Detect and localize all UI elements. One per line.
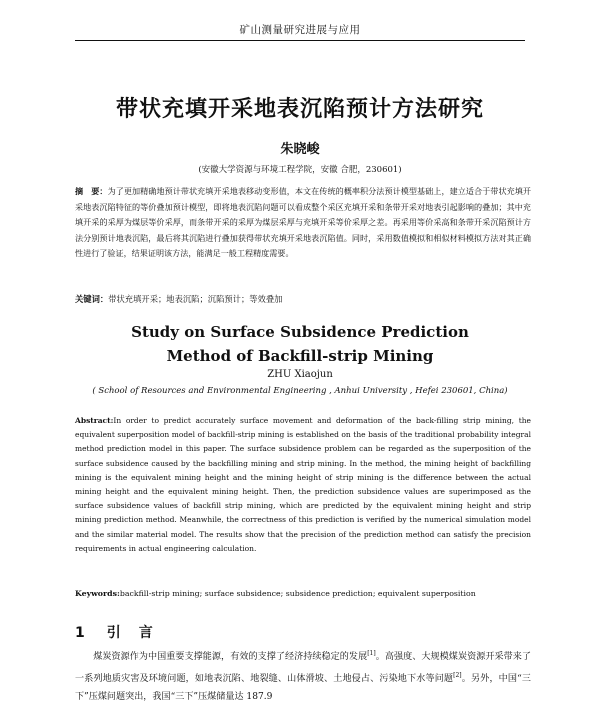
intro-text-2: 。高强度、大规模煤炭资源开采带来了一系列地质灾害及环境问题，如地表沉陷、地裂缝、山体滑坡、土地侵占、污染地下水等问题 bbox=[75, 652, 531, 684]
section-heading bbox=[75, 622, 171, 642]
intro-text-3: 。另外，中国“三下”压煤问题突出，我国“三下”压煤储量达 187.9 bbox=[75, 673, 531, 703]
chinese-title: 带状充填开采地表沉陷预计方法研究 bbox=[115, 96, 484, 122]
english-author: ZHU Xiaojun bbox=[267, 369, 333, 380]
intro-text-1: 煤炭资源作为中国重要支撑能源，有效的支撑了经济持续稳定的发展 bbox=[93, 652, 368, 663]
citation-ref-2: [2] bbox=[453, 671, 462, 679]
english-keywords-label: Keywords: bbox=[75, 589, 120, 598]
header-rule bbox=[75, 40, 525, 41]
chinese-abstract bbox=[75, 184, 531, 262]
chinese-abstract-text: 为了更加精确地预计带状充填开采地表移动变形值，本文在传统的概率积分法预计模型基础上，建立适合于带状充填开采地表沉陷特征的等价叠加预计模型，即将地表沉陷问题可以看成整个采区充填开采和条带开采对地表引起影响的叠加；其中充填开采的采厚为煤层等价采厚，而条带开采的采厚为煤层采厚与充填开采等价采厚之差。再采用等价采高和条带开采沉陷预计方法分别预计地表沉陷，最后将其沉陷进行叠加获得带状充填开采地表沉陷值。同时，采用数值模拟和相似材料模拟方法对其正确性进行了验证，结果证明该方法，能满足一般工程精度需要。 bbox=[75, 186, 531, 259]
english-title bbox=[0, 320, 600, 368]
english-keywords bbox=[75, 589, 531, 598]
section-title: 引言 bbox=[106, 625, 171, 641]
intro-paragraph bbox=[75, 645, 531, 707]
chinese-keywords bbox=[75, 293, 531, 305]
english-affiliation: ( School of Resources and Environmental Engineering , Anhui University , Hefei 230601, China) bbox=[92, 386, 508, 396]
running-header: 矿山测量研究进展与应用 bbox=[239, 24, 361, 36]
english-abstract bbox=[75, 414, 531, 556]
citation-ref-1: [1] bbox=[367, 650, 376, 657]
english-abstract-text: In order to predict accurately surface movement and deformation of the back-filling strip mining, the equivalent superposition model of backfill-strip mining is established on the basis of the traditional probability integral method prediction model in this paper. The surface subsidence problem can be regarded as the superposition of the surface subsidence caused by the backfilling mining and strip mining. In the method, the mining height of backfilling mining is the equivalent mining height and the mining height of strip mining is the difference between the actual mining height and the equivalent mining height. Then, the prediction subsidence values are superimposed as the surface subsidence values of backfill strip mining, which are predicted by the equivalent mining height and strip mining prediction method. Meanwhile, the correctness of this prediction is verified by the numerical simulation model and the similar material model. The results show that the precision of the prediction method can satisfy the precision requirements in actual engineering calculation. bbox=[75, 416, 531, 553]
english-abstract-label: Abstract: bbox=[75, 416, 114, 425]
chinese-affiliation: (安徽大学资源与环境工程学院，安徽 合肥，230601) bbox=[198, 165, 402, 175]
chinese-keywords-text: 带状充填开采；地表沉陷；沉陷预计；等效叠加 bbox=[108, 294, 283, 304]
section-number: 1 bbox=[75, 625, 85, 641]
english-keywords-text: backfill-strip mining; surface subsidence; subsidence prediction; equivalent superposition bbox=[119, 589, 476, 598]
english-title-line2: Method of Backfill-strip Mining bbox=[166, 347, 434, 365]
chinese-author: 朱晓峻 bbox=[280, 142, 320, 157]
chinese-keywords-label: 关键词： bbox=[75, 294, 109, 304]
english-title-line1: Study on Surface Subsidence Prediction bbox=[131, 323, 469, 341]
chinese-abstract-label: 摘 要： bbox=[75, 186, 108, 196]
